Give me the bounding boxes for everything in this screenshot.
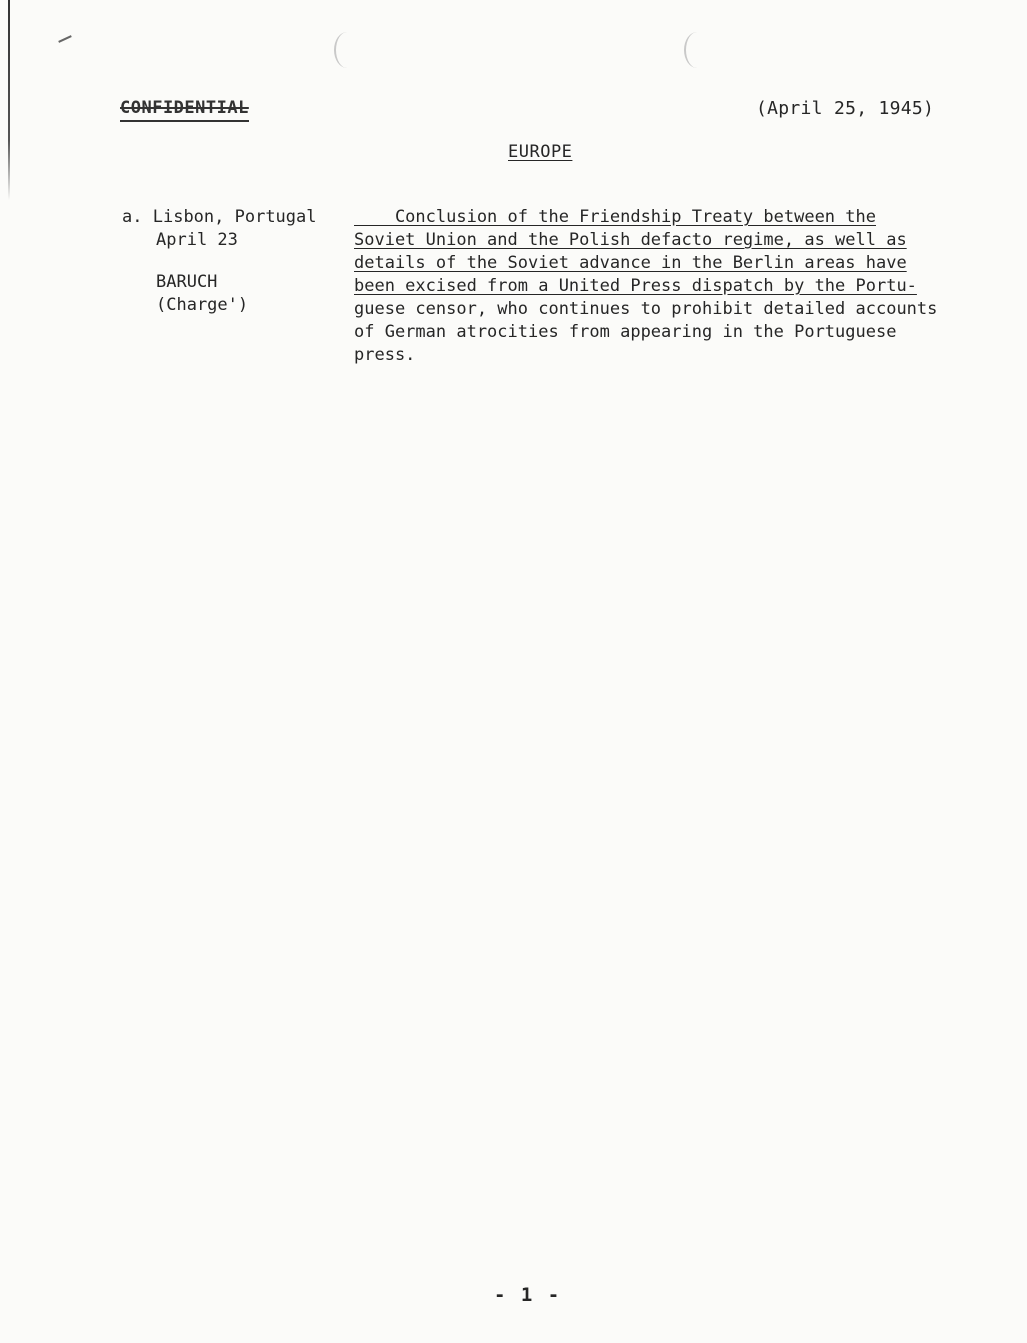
entry-location-line <box>122 206 317 229</box>
entry-author: BARUCH <box>156 272 218 292</box>
document-date: (April 25, 1945) <box>756 98 935 119</box>
entry-body <box>354 206 974 367</box>
entry-location: Lisbon, Portugal <box>152 207 317 227</box>
entry-body-line: guese censor, who continues to prohibit detailed accounts <box>354 299 938 319</box>
entry-body-line: Soviet Union and the Polish defacto regime, as well as <box>354 230 907 250</box>
entry-body-line: press. <box>354 345 416 365</box>
classification-underline <box>120 120 249 122</box>
entry-item-letter: a. <box>122 207 143 227</box>
section-heading: EUROPE <box>508 142 573 162</box>
classification-stamp <box>120 98 249 118</box>
entry-metadata <box>122 206 317 317</box>
entry-meta-spacer <box>122 252 317 271</box>
entry-body-line: Conclusion of the Friendship Treaty between the <box>354 207 876 227</box>
entry-body-line: of German atrocities from appearing in the Portuguese <box>354 322 897 342</box>
page-edge-shadow <box>8 0 10 200</box>
classification-text: CONFIDENTIAL <box>120 98 249 118</box>
entry-author-title: (Charge') <box>156 295 249 315</box>
page-number: - 1 - <box>494 1284 562 1306</box>
punch-hole-mark-right <box>684 32 710 68</box>
punch-hole-mark-left <box>334 32 360 68</box>
entry-date: April 23 <box>156 230 238 250</box>
stray-ink-mark <box>58 35 72 43</box>
entry-body-line: details of the Soviet advance in the Berlin areas have <box>354 253 907 273</box>
entry-body-line: been excised from a United Press dispatch by the Portu- <box>354 276 917 296</box>
